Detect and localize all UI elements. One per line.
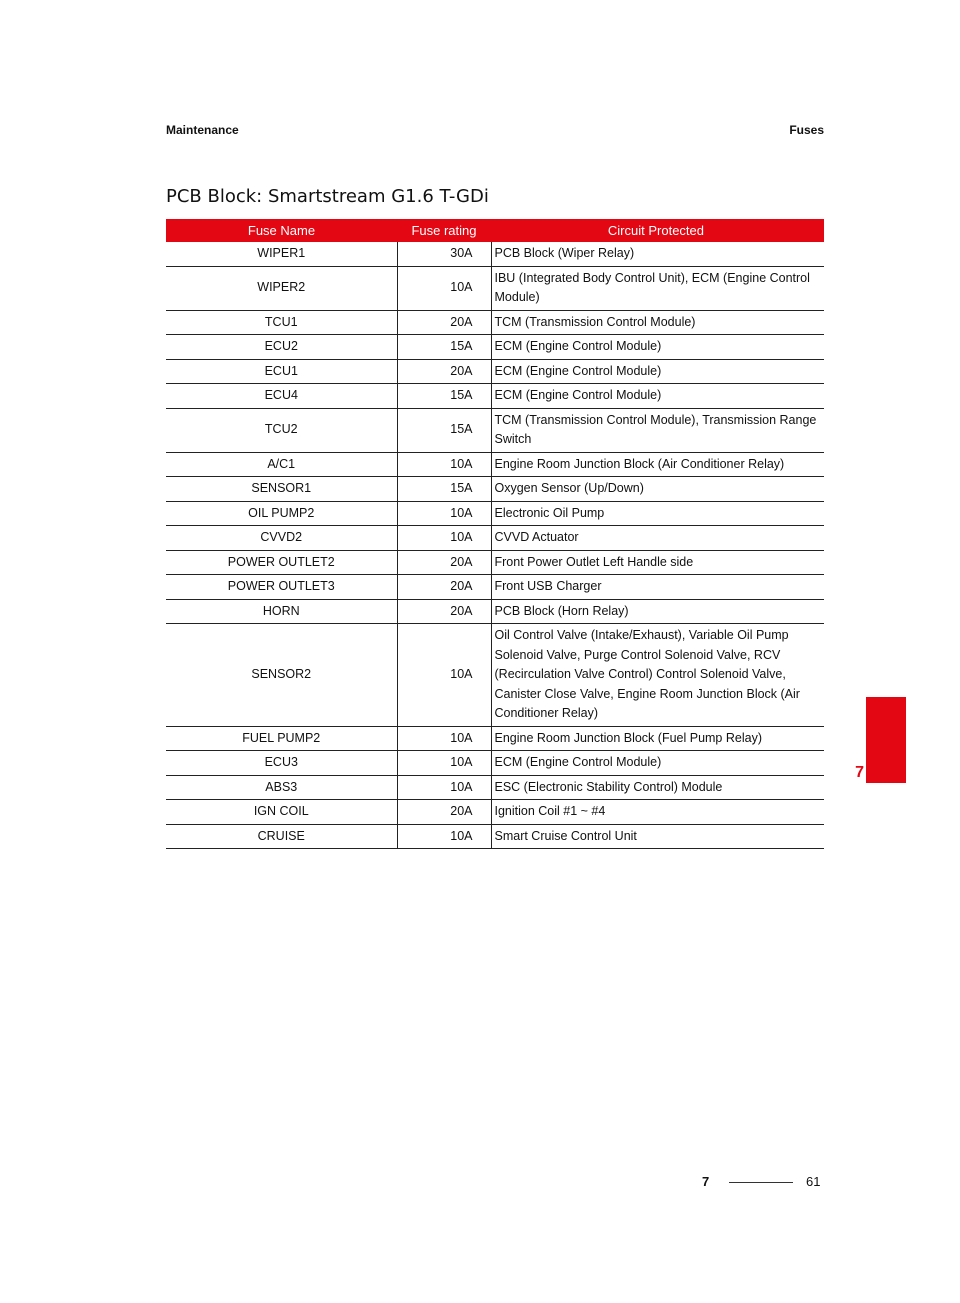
cell-fuse-name: IGN COIL <box>166 800 397 825</box>
table-row <box>166 335 824 360</box>
cell-circuit-protected: Smart Cruise Control Unit <box>491 824 824 849</box>
cell-fuse-name: ECU1 <box>166 359 397 384</box>
table-row <box>166 526 824 551</box>
cell-circuit-protected: TCM (Transmission Control Module) <box>491 310 824 335</box>
fuse-table <box>166 219 824 849</box>
header-circuit-protected: Circuit Protected <box>491 219 824 242</box>
table-row <box>166 824 824 849</box>
cell-fuse-name: WIPER1 <box>166 242 397 266</box>
header-section: Maintenance <box>166 123 239 137</box>
table-row <box>166 599 824 624</box>
cell-fuse-rating: 10A <box>397 452 491 477</box>
cell-circuit-protected: Oil Control Valve (Intake/Exhaust), Variable Oil Pump Solenoid Valve, Purge Control Solenoid Valve, RCV (Recirculation Valve Control) Control Solenoid Valve, Canister Close Valve, Engine Room Junction Block (Air Conditioner Relay) <box>491 624 824 727</box>
cell-fuse-name: SENSOR1 <box>166 477 397 502</box>
cell-fuse-rating: 10A <box>397 266 491 310</box>
cell-fuse-rating: 10A <box>397 501 491 526</box>
cell-fuse-rating: 30A <box>397 242 491 266</box>
table-row <box>166 726 824 751</box>
table-row <box>166 408 824 452</box>
cell-fuse-name: POWER OUTLET2 <box>166 550 397 575</box>
cell-fuse-name: FUEL PUMP2 <box>166 726 397 751</box>
cell-fuse-rating: 10A <box>397 824 491 849</box>
footer-page-number: 61 <box>806 1174 821 1189</box>
cell-circuit-protected: ESC (Electronic Stability Control) Module <box>491 775 824 800</box>
table-row <box>166 266 824 310</box>
cell-circuit-protected: ECM (Engine Control Module) <box>491 335 824 360</box>
cell-fuse-rating: 15A <box>397 335 491 360</box>
cell-circuit-protected: Electronic Oil Pump <box>491 501 824 526</box>
cell-circuit-protected: IBU (Integrated Body Control Unit), ECM (Engine Control Module) <box>491 266 824 310</box>
cell-circuit-protected: CVVD Actuator <box>491 526 824 551</box>
page-title: PCB Block: Smartstream G1.6 T-GDi <box>166 186 489 207</box>
cell-circuit-protected: PCB Block (Wiper Relay) <box>491 242 824 266</box>
table-row <box>166 501 824 526</box>
cell-fuse-name: HORN <box>166 599 397 624</box>
table-row <box>166 800 824 825</box>
cell-fuse-rating: 10A <box>397 751 491 776</box>
cell-fuse-rating: 20A <box>397 800 491 825</box>
cell-circuit-protected: PCB Block (Horn Relay) <box>491 599 824 624</box>
header-topic: Fuses <box>789 123 824 137</box>
table-row <box>166 242 824 266</box>
cell-fuse-name: CRUISE <box>166 824 397 849</box>
table-row <box>166 359 824 384</box>
table-header-row <box>166 219 824 242</box>
cell-circuit-protected: Ignition Coil #1 ~ #4 <box>491 800 824 825</box>
cell-fuse-name: ECU4 <box>166 384 397 409</box>
cell-fuse-name: A/C1 <box>166 452 397 477</box>
chapter-tab <box>866 697 906 783</box>
table-row <box>166 384 824 409</box>
cell-fuse-name: TCU1 <box>166 310 397 335</box>
header-fuse-name: Fuse Name <box>166 219 397 242</box>
cell-circuit-protected: Oxygen Sensor (Up/Down) <box>491 477 824 502</box>
table-row <box>166 751 824 776</box>
cell-fuse-name: CVVD2 <box>166 526 397 551</box>
table-row <box>166 477 824 502</box>
cell-fuse-name: ABS3 <box>166 775 397 800</box>
header-fuse-rating: Fuse rating <box>397 219 491 242</box>
cell-fuse-rating: 10A <box>397 526 491 551</box>
cell-fuse-rating: 15A <box>397 477 491 502</box>
cell-fuse-rating: 20A <box>397 310 491 335</box>
table-body <box>166 242 824 849</box>
cell-fuse-rating: 10A <box>397 624 491 727</box>
cell-fuse-name: TCU2 <box>166 408 397 452</box>
chapter-tab-number: 7 <box>855 764 864 781</box>
cell-fuse-name: SENSOR2 <box>166 624 397 727</box>
cell-circuit-protected: Engine Room Junction Block (Fuel Pump Relay) <box>491 726 824 751</box>
cell-fuse-name: POWER OUTLET3 <box>166 575 397 600</box>
table-row <box>166 575 824 600</box>
cell-circuit-protected: ECM (Engine Control Module) <box>491 751 824 776</box>
cell-circuit-protected: ECM (Engine Control Module) <box>491 359 824 384</box>
cell-fuse-name: WIPER2 <box>166 266 397 310</box>
cell-fuse-name: OIL PUMP2 <box>166 501 397 526</box>
table-row <box>166 775 824 800</box>
footer-divider <box>729 1182 793 1183</box>
cell-fuse-rating: 20A <box>397 575 491 600</box>
table-row <box>166 550 824 575</box>
cell-circuit-protected: Front Power Outlet Left Handle side <box>491 550 824 575</box>
cell-circuit-protected: Front USB Charger <box>491 575 824 600</box>
cell-circuit-protected: ECM (Engine Control Module) <box>491 384 824 409</box>
cell-fuse-rating: 10A <box>397 775 491 800</box>
cell-circuit-protected: TCM (Transmission Control Module), Transmission Range Switch <box>491 408 824 452</box>
cell-fuse-rating: 15A <box>397 384 491 409</box>
cell-circuit-protected: Engine Room Junction Block (Air Conditioner Relay) <box>491 452 824 477</box>
table-row <box>166 452 824 477</box>
cell-fuse-rating: 10A <box>397 726 491 751</box>
cell-fuse-name: ECU3 <box>166 751 397 776</box>
cell-fuse-rating: 20A <box>397 599 491 624</box>
cell-fuse-rating: 15A <box>397 408 491 452</box>
table-row <box>166 624 824 727</box>
cell-fuse-rating: 20A <box>397 550 491 575</box>
cell-fuse-rating: 20A <box>397 359 491 384</box>
table-row <box>166 310 824 335</box>
footer-chapter-number: 7 <box>702 1174 710 1189</box>
cell-fuse-name: ECU2 <box>166 335 397 360</box>
